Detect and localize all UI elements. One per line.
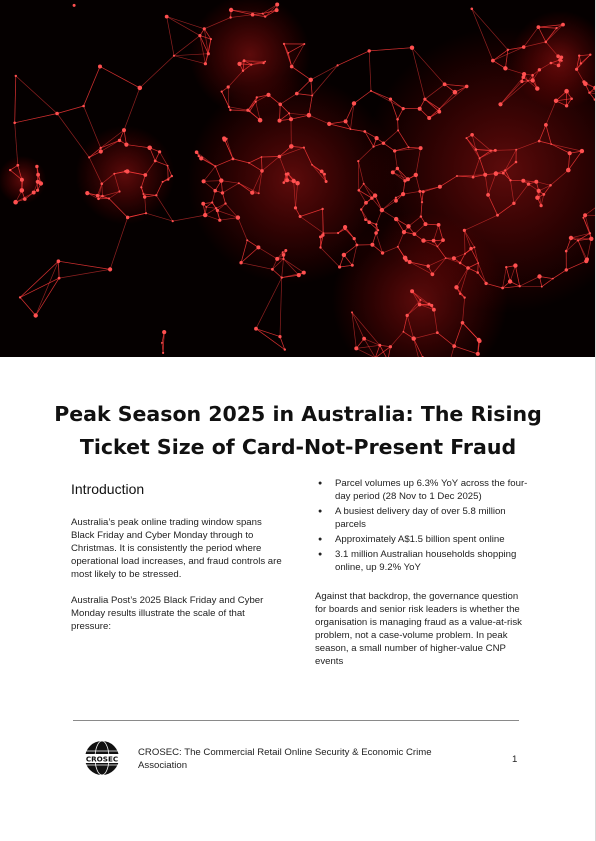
list-item: ● A busiest delivery day of over 5.8 million parcels — [335, 505, 530, 531]
intro-paragraph: Australia Post’s 2025 Black Friday and Cyber Monday results illustrate the scale of that pressure: — [71, 595, 264, 632]
right-column — [315, 477, 530, 681]
page-title: Peak Season 2025 in Australia: The Rising Ticket Size of Card-Not-Present Fraud — [54, 402, 542, 459]
footer-organisation: CROSEC: The Commercial Retail Online Security & Economic Crime Association — [138, 747, 432, 771]
hero-image — [0, 0, 596, 357]
list-item: ● 3.1 million Australian households shopping online, up 9.2% YoY — [335, 548, 530, 574]
crosec-logo — [83, 739, 121, 777]
intro-paragraph: Australia’s peak online trading window spans Black Friday and Cyber Monday through to Christmas. It is consistently the period where operational load increases, and fraud controls are most likely to be stressed. — [71, 517, 282, 580]
list-item: ● Approximately A$1.5 billion spent online — [335, 533, 530, 546]
governance-paragraph: Against that backdrop, the governance question for boards and senior risk leaders is whether the organisation is managing fraud as a value-at-risk problem, not a case-volume problem. In peak season, a small number of higher-value CNP events — [315, 591, 522, 667]
stats-list — [315, 477, 530, 574]
network-graphic — [0, 0, 596, 357]
footer-divider — [73, 720, 519, 721]
section-heading-introduction: Introduction — [71, 481, 145, 497]
left-column — [71, 480, 287, 646]
page-number: 1 — [512, 754, 518, 765]
list-item: ● Parcel volumes up 6.3% YoY across the four-day period (28 Nov to 1 Dec 2025) — [335, 477, 530, 503]
logo-wordmark: CROSEC — [85, 754, 119, 764]
